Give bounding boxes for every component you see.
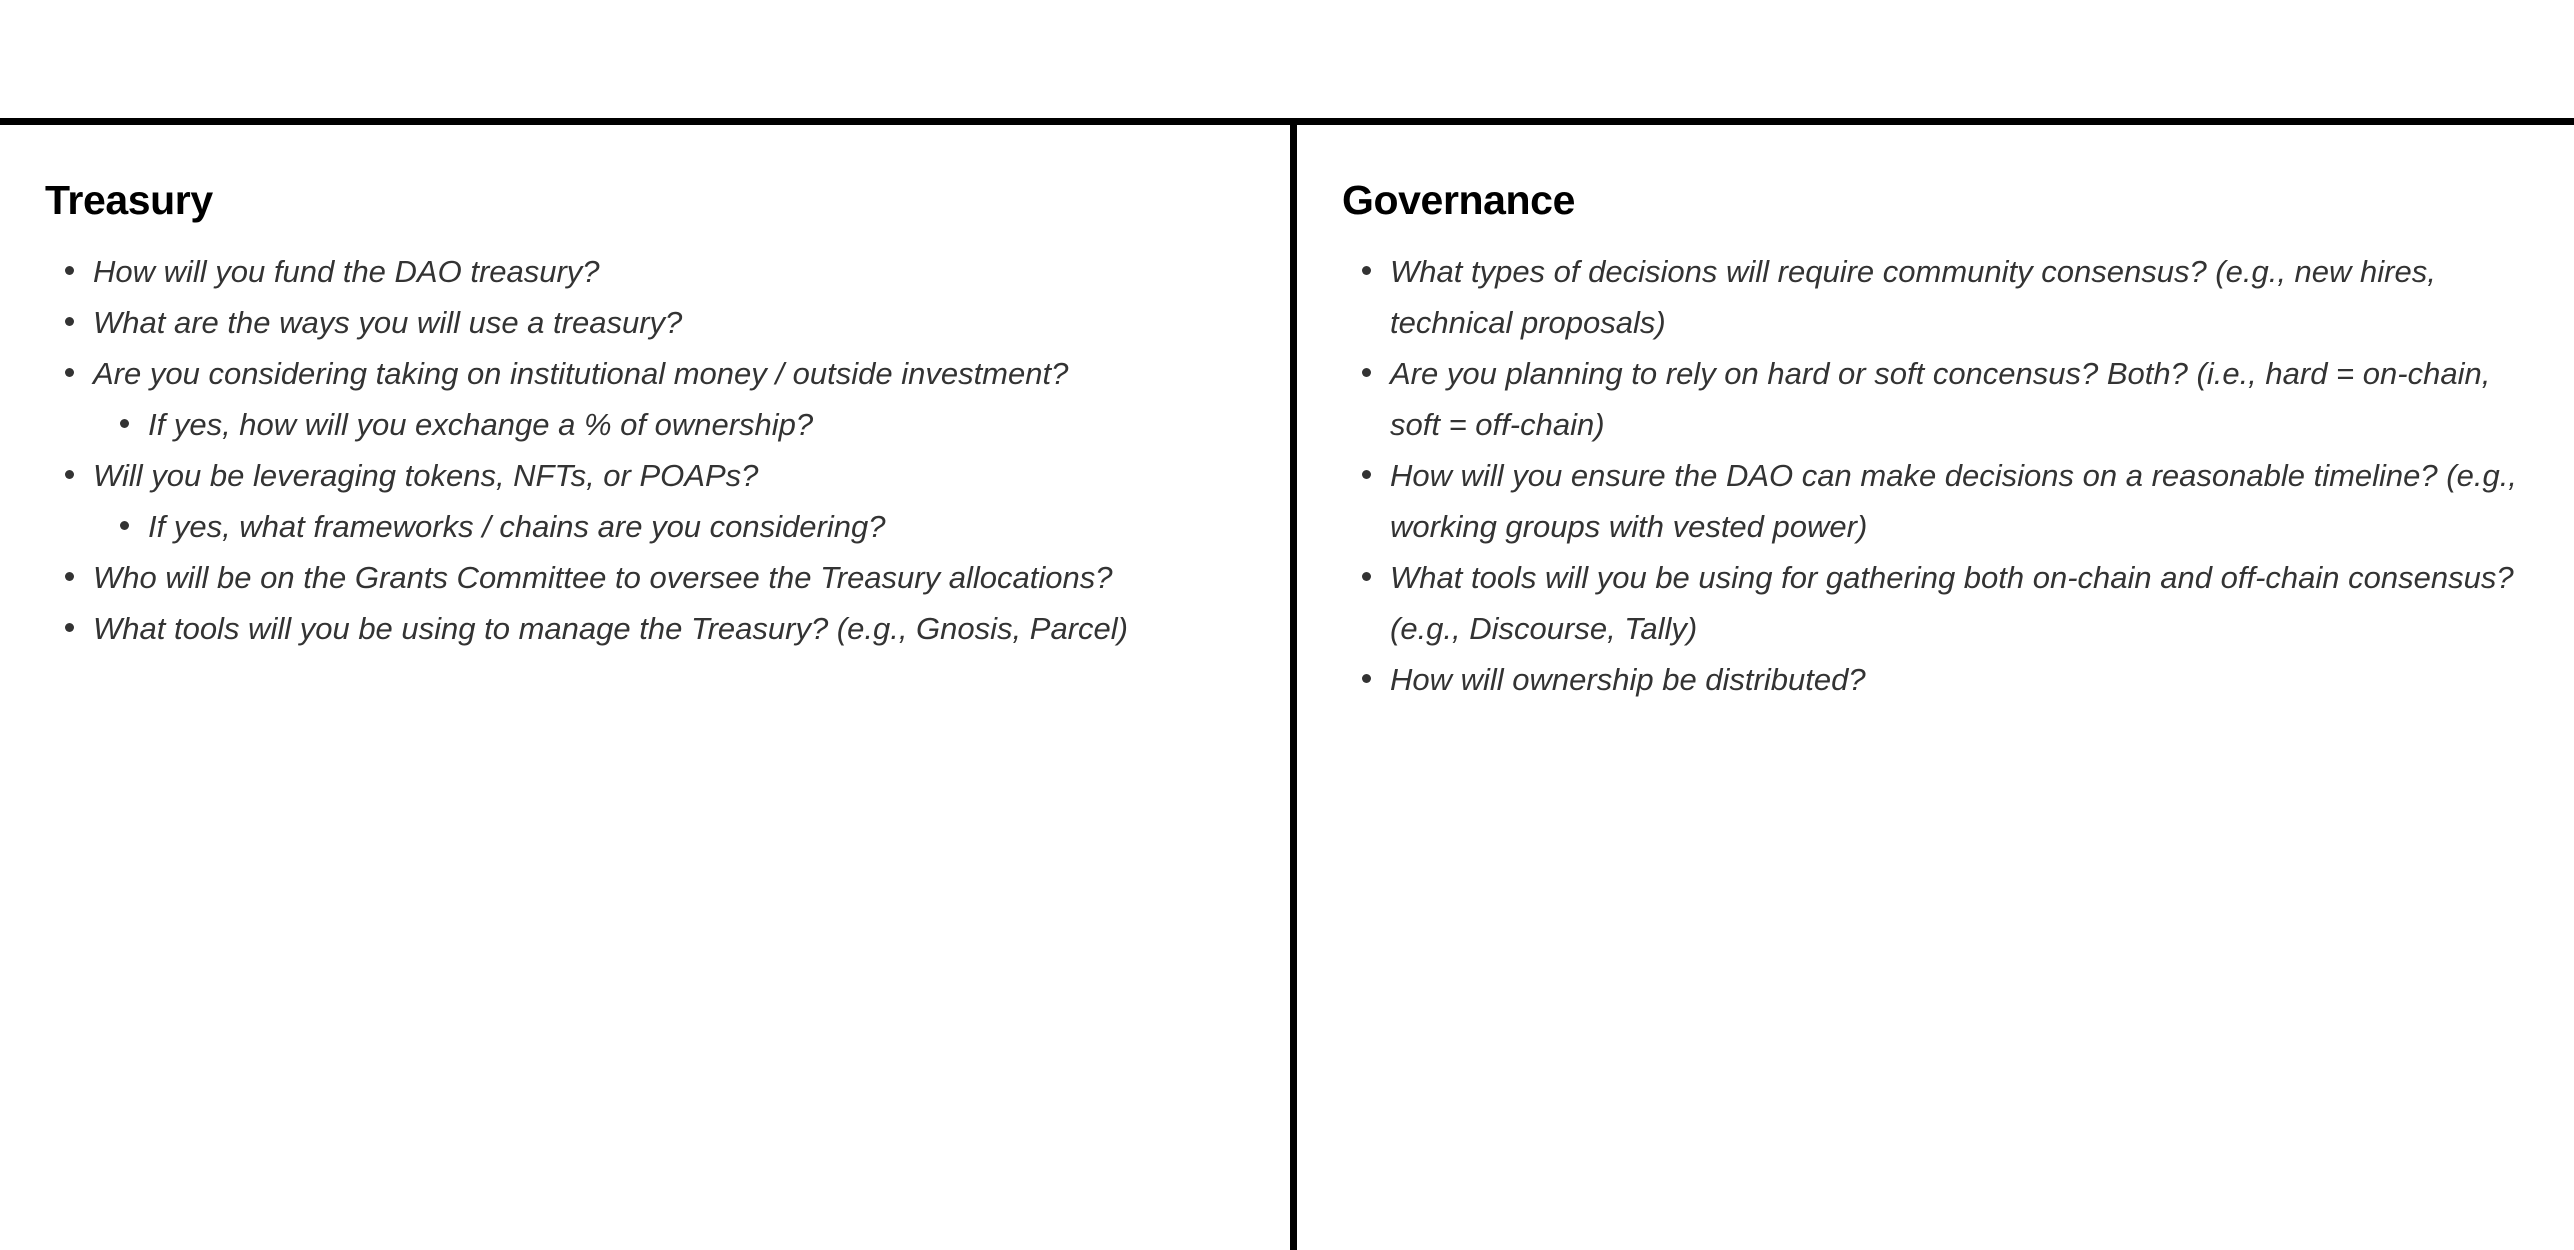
bullet-dot-icon bbox=[65, 623, 74, 632]
list-item bbox=[1342, 246, 2529, 348]
column-governance bbox=[1297, 125, 2574, 1250]
two-column-layout bbox=[0, 125, 2574, 1250]
top-horizontal-rule bbox=[0, 118, 2574, 125]
list-item-label: Are you considering taking on institutional money / outside investment? bbox=[93, 356, 1069, 392]
list-item-label: What are the ways you will use a treasury? bbox=[93, 305, 683, 341]
page-title-governance: Governance bbox=[1342, 177, 1575, 223]
column-treasury bbox=[0, 125, 1290, 1250]
list-item-label: What tools will you be using to manage the Treasury? (e.g., Gnosis, Parcel) bbox=[93, 611, 1128, 647]
list-item-label: Are you planning to rely on hard or soft concensus? Both? (i.e., hard = on-chain, soft = off-chain) bbox=[1390, 356, 2491, 443]
bullet-dot-icon bbox=[65, 266, 74, 275]
list-item bbox=[1342, 348, 2529, 450]
list-item bbox=[45, 603, 1250, 654]
list-item-label: What tools will you be using for gathering both on-chain and off-chain consensus? (e.g., Discourse, Tally) bbox=[1390, 560, 2514, 647]
bullet-dot-icon bbox=[120, 521, 129, 530]
bullet-dot-icon bbox=[65, 368, 74, 377]
list-item-label: Will you be leveraging tokens, NFTs, or POAPs? bbox=[93, 458, 759, 494]
bullet-dot-icon bbox=[1362, 266, 1371, 275]
list-item bbox=[1342, 654, 2529, 705]
list-item-label: If yes, what frameworks / chains are you considering? bbox=[148, 509, 886, 545]
bullet-dot-icon bbox=[1362, 470, 1371, 479]
list-item-label: How will you fund the DAO treasury? bbox=[93, 254, 600, 290]
list-item bbox=[45, 297, 1250, 348]
list-item-nested bbox=[45, 399, 1250, 450]
list-item-label: How will you ensure the DAO can make decisions on a reasonable timeline? (e.g., working groups with vested power) bbox=[1390, 458, 2517, 545]
bullet-dot-icon bbox=[65, 470, 74, 479]
column-divider bbox=[1290, 125, 1297, 1250]
page-title-treasury: Treasury bbox=[45, 177, 213, 223]
list-item-label: If yes, how will you exchange a % of ownership? bbox=[148, 407, 814, 443]
list-item bbox=[45, 450, 1250, 501]
list-item bbox=[45, 348, 1250, 399]
list-item bbox=[1342, 552, 2529, 654]
bullet-dot-icon bbox=[1362, 572, 1371, 581]
list-item bbox=[1342, 450, 2529, 552]
list-item-label: Who will be on the Grants Committee to oversee the Treasury allocations? bbox=[93, 560, 1113, 596]
bullet-dot-icon bbox=[120, 419, 129, 428]
bullet-dot-icon bbox=[65, 317, 74, 326]
list-item bbox=[45, 246, 1250, 297]
bullet-dot-icon bbox=[1362, 674, 1371, 683]
list-item bbox=[45, 552, 1250, 603]
list-item-label: What types of decisions will require community consensus? (e.g., new hires, technical proposals) bbox=[1390, 254, 2436, 341]
bullet-dot-icon bbox=[1362, 368, 1371, 377]
list-item-label: How will ownership be distributed? bbox=[1390, 662, 1866, 698]
treasury-question-list bbox=[45, 246, 1250, 654]
governance-question-list bbox=[1342, 246, 2529, 705]
bullet-dot-icon bbox=[65, 572, 74, 581]
list-item-nested bbox=[45, 501, 1250, 552]
